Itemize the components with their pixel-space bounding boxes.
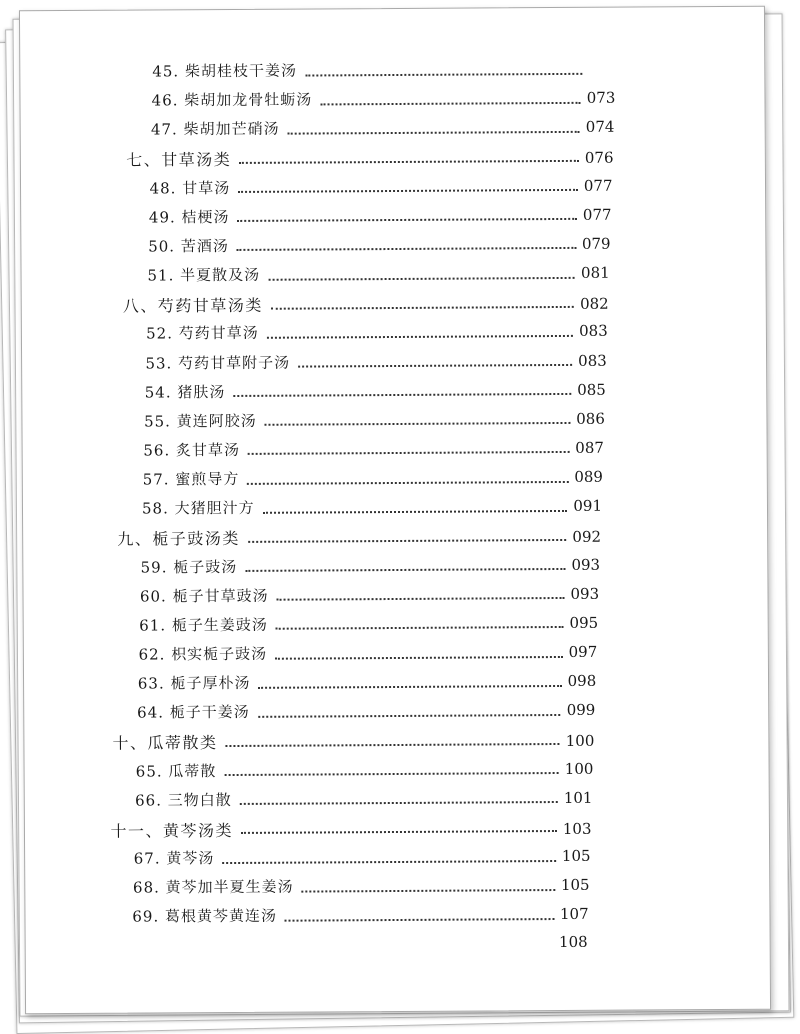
dot-leader	[276, 625, 564, 630]
toc-entry[interactable]	[145, 378, 606, 405]
toc-page-number: 093	[570, 584, 600, 603]
toc-entry[interactable]	[132, 903, 588, 930]
toc-entry[interactable]	[151, 116, 615, 143]
toc-entry[interactable]	[146, 320, 608, 347]
dot-leader	[265, 421, 571, 426]
toc-entry-title: 58. 大猪胆汁方	[141, 499, 255, 518]
toc-entry-title: 61. 栀子生姜豉汤	[139, 615, 268, 635]
dot-leader	[238, 217, 577, 222]
dot-leader	[302, 888, 555, 893]
dot-leader	[240, 800, 558, 805]
toc-page-number: 103	[562, 819, 592, 838]
toc-entry-title: 50. 苦酒汤	[148, 236, 229, 256]
dot-leader	[258, 713, 561, 718]
dot-leader	[288, 130, 580, 135]
toc-page	[19, 6, 771, 1015]
toc-entry-title: 65. 瓜蒂散	[135, 761, 217, 781]
toc-page-number: 083	[579, 322, 608, 341]
toc-entry[interactable]	[134, 845, 591, 872]
toc-entry[interactable]	[135, 787, 592, 814]
toc-entry-title: 55. 黄连阿胶汤	[143, 411, 257, 431]
toc-page-number: 108	[558, 932, 588, 951]
toc-entry-title: 60. 栀子甘草豉汤	[139, 586, 269, 606]
toc-section-heading[interactable]	[123, 291, 609, 318]
toc-page-number: 101	[563, 788, 593, 807]
toc-entry-title: 67. 黄芩汤	[133, 849, 215, 868]
toc-entry[interactable]	[138, 641, 597, 668]
toc-entry[interactable]	[136, 757, 594, 784]
toc-page-number: 083	[578, 351, 607, 370]
toc-page-number: 074	[585, 117, 615, 137]
toc-page-number: 099	[566, 701, 596, 720]
toc-page-number: 085	[577, 380, 606, 399]
dot-leader	[238, 188, 578, 193]
dot-leader	[222, 859, 556, 864]
toc-page-number: 077	[583, 176, 613, 195]
toc-page-number: 089	[574, 467, 603, 486]
toc-page-number: 105	[560, 876, 590, 895]
toc-page-number: 086	[576, 409, 605, 428]
toc-entry-title: 46. 柴胡加龙骨牡蛎汤	[151, 90, 313, 110]
toc-entry[interactable]	[141, 553, 601, 580]
toc-entry-title: 57. 蜜煎导方	[142, 470, 240, 489]
toc-entry-title: 九、栀子豉汤类	[117, 529, 240, 550]
toc-entry-title: 47. 柴胡加芒硝汤	[150, 119, 280, 139]
dot-leader	[267, 334, 573, 339]
toc-entry[interactable]	[138, 670, 597, 697]
toc-page-number: 098	[567, 671, 597, 691]
toc-page-number: 100	[565, 732, 595, 751]
toc-page-number: 076	[584, 149, 614, 168]
toc-page-number: 079	[581, 234, 611, 253]
toc-entry-title: 七、甘草汤类	[126, 150, 232, 171]
toc-entry[interactable]	[148, 233, 611, 260]
toc-entry-title: 十、瓜蒂散类	[112, 733, 218, 754]
toc-entry[interactable]	[143, 466, 603, 493]
toc-entry-title: 八、芍药甘草汤类	[122, 295, 263, 316]
toc-entry-title: 56. 炙甘草汤	[143, 440, 241, 460]
dot-leader	[239, 159, 579, 164]
toc-entry[interactable]	[147, 262, 609, 289]
toc-page-number: 100	[564, 759, 594, 778]
dot-leader	[226, 742, 560, 747]
toc-entry-title: 63. 栀子厚朴汤	[137, 674, 251, 693]
dot-leader	[224, 771, 558, 776]
dot-leader	[268, 275, 575, 280]
dot-leader	[258, 684, 561, 689]
toc-entry-title: 十一、黄芩汤类	[110, 820, 233, 841]
toc-page-number: 087	[575, 438, 604, 457]
toc-page-number: 097	[568, 642, 598, 661]
toc-entry[interactable]	[142, 495, 602, 522]
toc-entry[interactable]	[137, 699, 595, 726]
toc-entry[interactable]	[139, 612, 598, 639]
toc-entry-title: 69. 葛根黄芩黄连汤	[132, 907, 278, 926]
dot-leader	[271, 305, 574, 310]
toc-entry-title: 53. 芍药甘草附子汤	[145, 353, 291, 373]
toc-entry[interactable]	[152, 58, 616, 85]
toc-entry-title: 62. 枳实栀子豉汤	[138, 644, 268, 664]
toc-page-number: 081	[580, 263, 610, 282]
toc-section-heading[interactable]	[117, 524, 601, 551]
toc-entry[interactable]	[133, 874, 590, 901]
dot-leader	[245, 567, 565, 572]
spacer	[132, 947, 559, 950]
toc-page-number: 077	[582, 205, 612, 224]
dot-leader	[237, 246, 576, 251]
toc-entry[interactable]	[143, 437, 604, 464]
table-of-contents	[20, 7, 764, 951]
toc-page-number: 105	[561, 846, 591, 866]
toc-page-number: 093	[571, 555, 601, 574]
toc-entry-title: 49. 桔梗汤	[148, 207, 230, 227]
toc-section-heading[interactable]	[112, 728, 594, 755]
toc-entry-title: 51. 半夏散及汤	[147, 265, 261, 285]
toc-page-number: 091	[573, 496, 603, 516]
toc-section-heading[interactable]	[110, 816, 591, 843]
toc-page-number: 092	[572, 528, 602, 547]
toc-entry-title: 45. 柴胡桂枝干姜汤	[152, 61, 297, 81]
dot-leader	[241, 829, 557, 834]
dot-leader	[233, 392, 571, 397]
toc-entry-title: 66. 三物白散	[135, 790, 232, 810]
dot-leader	[305, 71, 582, 76]
dot-leader	[285, 917, 554, 922]
dot-leader	[277, 596, 565, 601]
toc-page-number: 095	[569, 613, 599, 632]
toc-entry[interactable]	[149, 203, 612, 230]
dot-leader	[275, 654, 562, 659]
toc-entry-title: 64. 栀子干姜汤	[137, 703, 250, 722]
toc-entry-title: 68. 黄芩加半夏生姜汤	[132, 877, 294, 897]
toc-page-number: 073	[586, 88, 616, 107]
toc-entry[interactable]	[152, 87, 616, 114]
dot-leader	[298, 363, 572, 368]
toc-entry[interactable]	[145, 349, 606, 376]
toc-entry-title: 48. 甘草汤	[149, 178, 231, 198]
toc-section-heading[interactable]	[126, 145, 613, 172]
toc-entry[interactable]	[132, 932, 588, 959]
dot-leader	[263, 509, 568, 514]
dot-leader	[248, 450, 569, 455]
dot-leader	[248, 538, 567, 543]
toc-entry-title: 52. 芍药甘草汤	[146, 324, 259, 343]
toc-entry[interactable]	[144, 408, 605, 435]
toc-page-number: 107	[559, 905, 589, 924]
dot-leader	[247, 480, 568, 485]
toc-entry-title: 54. 猪肤汤	[144, 382, 226, 402]
toc-entry[interactable]	[140, 582, 599, 609]
toc-entry[interactable]	[149, 174, 612, 201]
toc-page-number: 082	[579, 294, 609, 314]
dot-leader	[320, 100, 580, 105]
toc-entry-title: 59. 栀子豉汤	[140, 557, 238, 577]
